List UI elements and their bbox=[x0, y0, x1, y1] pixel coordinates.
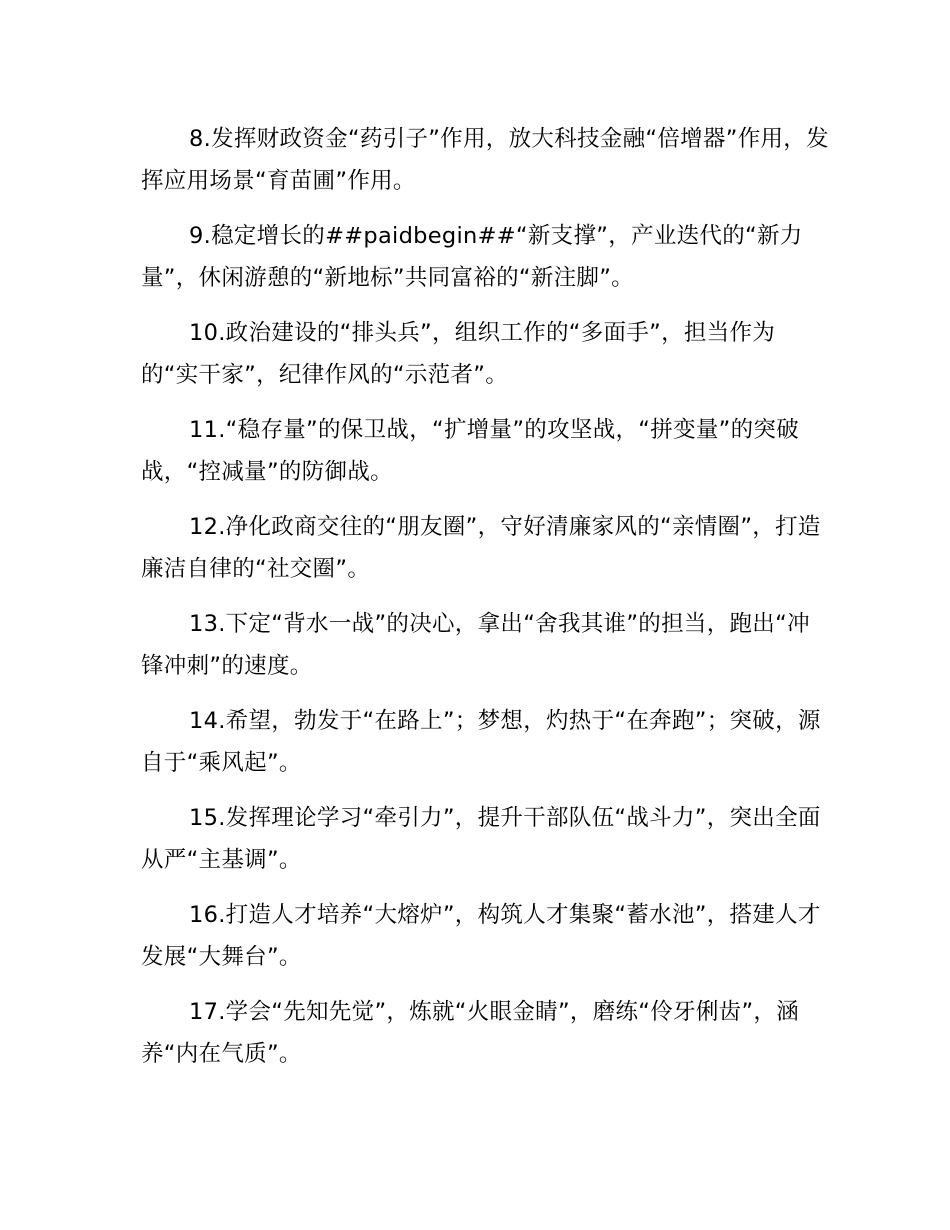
paragraph-15: 15.发挥理论学习“牵引力”，提升干部队伍“战斗力”，突出全面从严“主基调”。 bbox=[141, 805, 821, 873]
paragraph-16: 16.打造人才培养“大熔炉”，构筑人才集聚“蓄水池”，搭建人才发展“大舞台”。 bbox=[141, 902, 821, 970]
paragraph-12: 12.净化政商交往的“朋友圈”，守好清廉家风的“亲情圈”，打造廉洁自律的“社交圈”。 bbox=[141, 514, 821, 582]
paragraph-13: 13.下定“背水一战”的决心，拿出“舍我其谁”的担当，跑出“冲锋冲刺”的速度。 bbox=[141, 611, 810, 679]
paragraph-8: 8.发挥财政资金“药引子”作用，放大科技金融“倍增器”作用，发挥应用场景“育苗圃”作用。 bbox=[141, 126, 829, 194]
paragraph-9: 9.稳定增长的##paidbegin##“新支撑”，产业迭代的“新力量”，休闲游憩的“新地标”共同富裕的“新注脚”。 bbox=[141, 223, 803, 291]
paragraph-17: 17.学会“先知先觉”，炼就“火眼金睛”，磨练“伶牙俐齿”，涵养“内在气质”。 bbox=[141, 999, 800, 1067]
paragraph-10: 10.政治建设的“排头兵”，组织工作的“多面手”，担当作为的“实干家”，纪律作风的“示范者”。 bbox=[141, 320, 776, 388]
document-body bbox=[141, 118, 831, 1088]
paragraph-11: 11.“稳存量”的保卫战，“扩增量”的攻坚战，“拼变量”的突破战，“控减量”的防御战。 bbox=[141, 417, 800, 485]
paragraph-14: 14.希望，勃发于“在路上”；梦想，灼热于“在奔跑”；突破，源自于“乘风起”。 bbox=[141, 708, 821, 776]
